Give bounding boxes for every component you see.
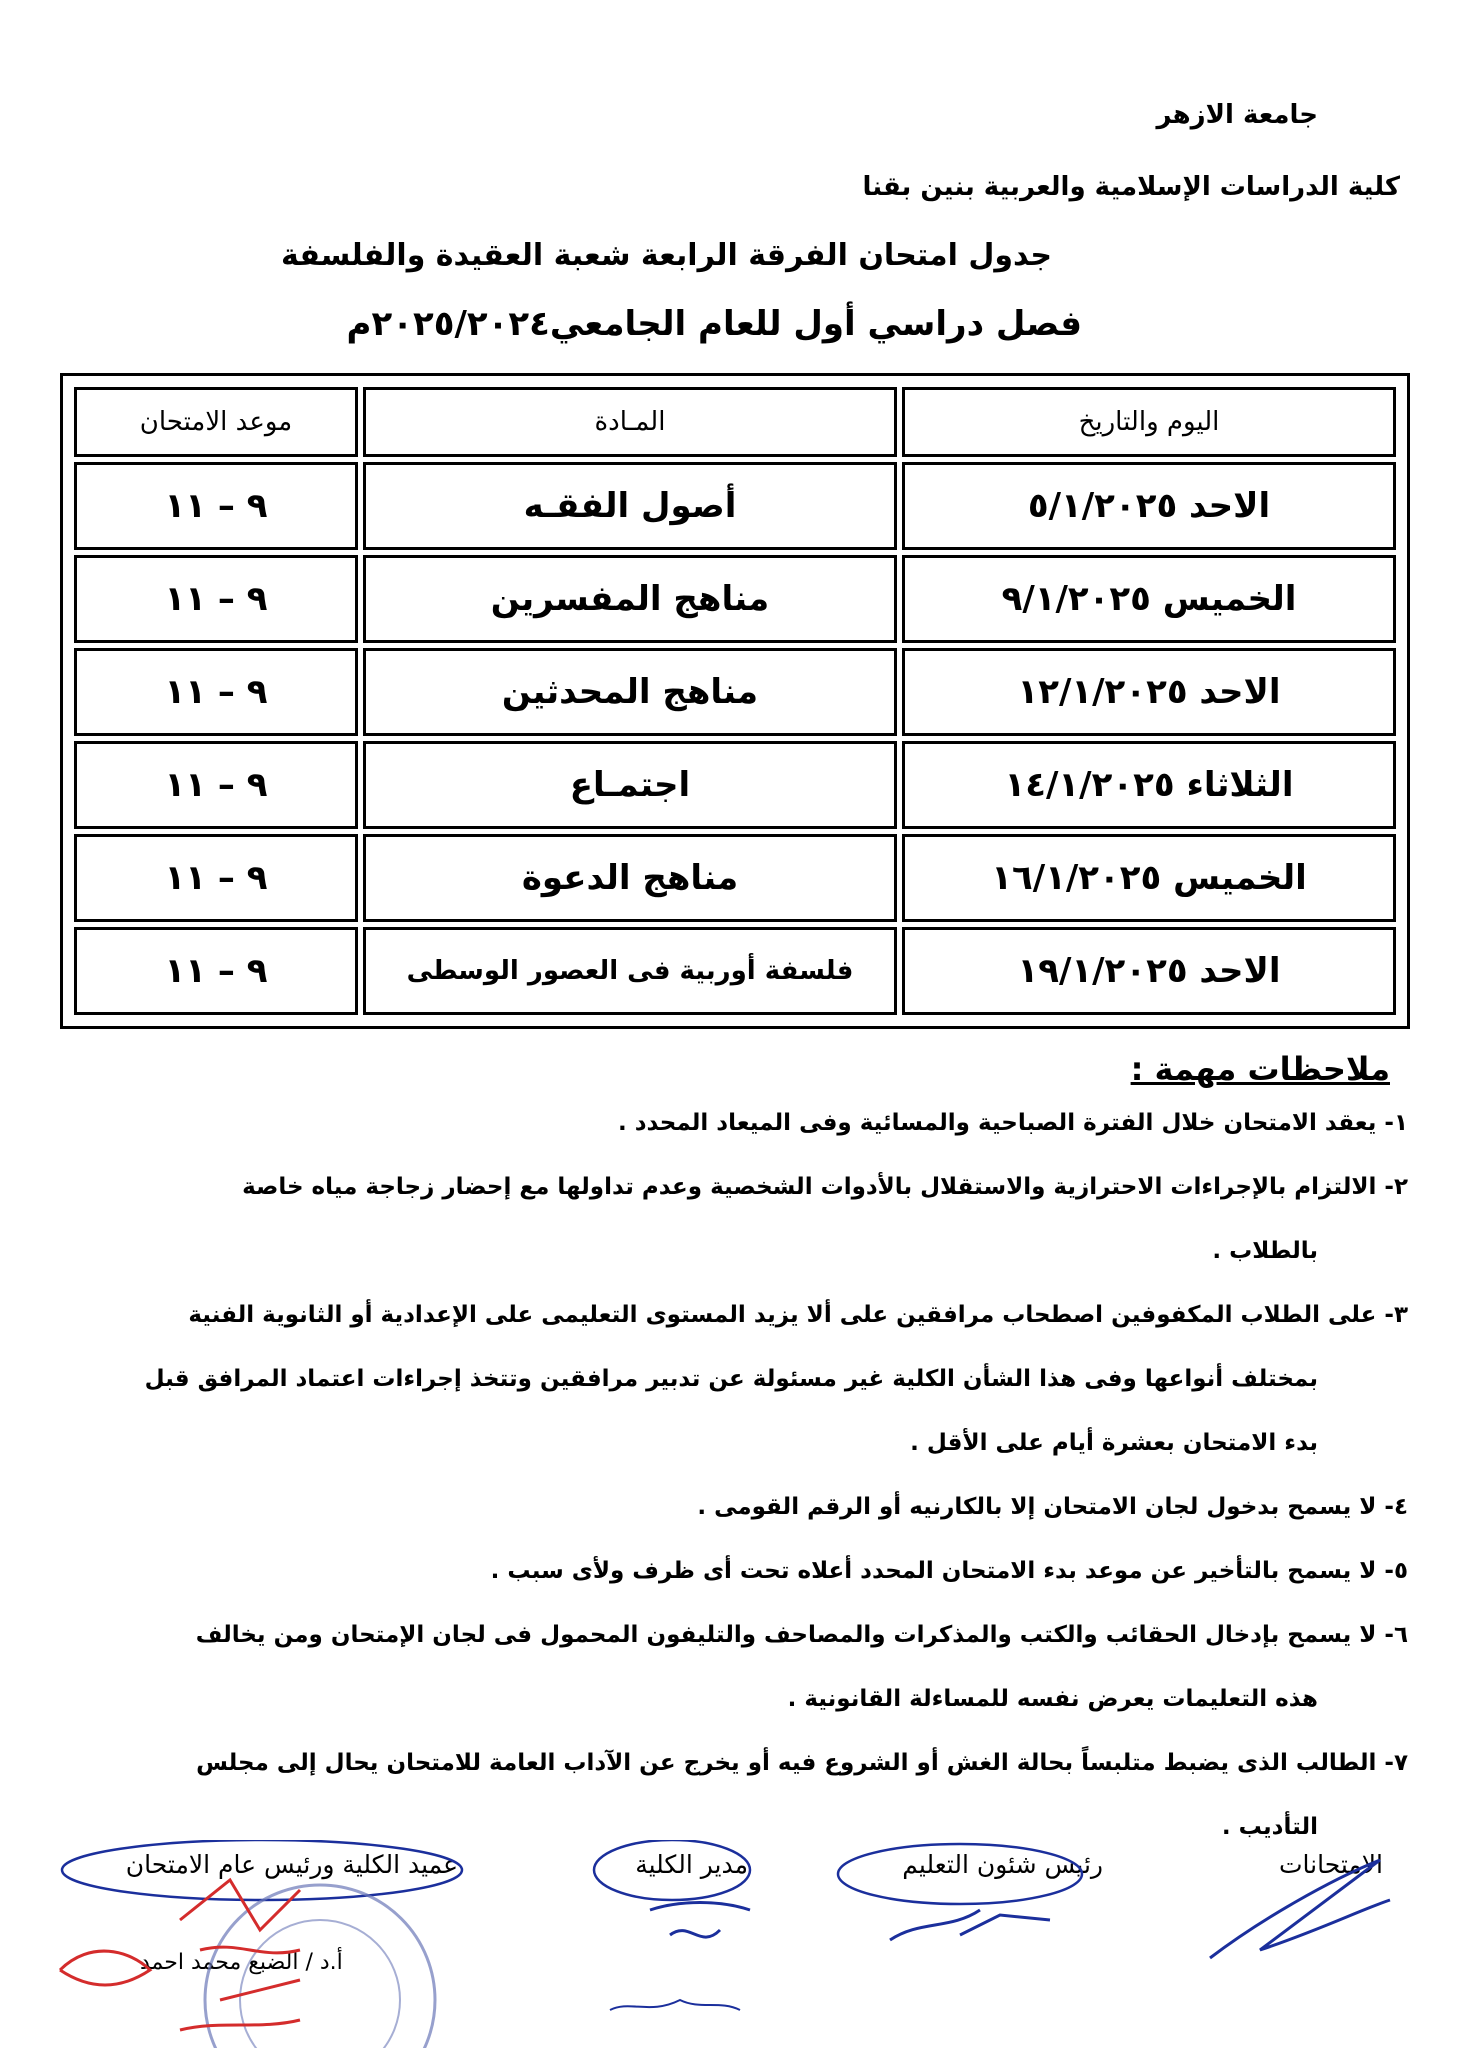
row-date: الخميس ١٦/١/٢٠٢٥	[902, 834, 1396, 922]
table-row	[74, 555, 1396, 643]
row-time: ٩ – ١١	[74, 927, 358, 1015]
row-subject: أصول الفقـه	[363, 462, 897, 550]
note-line: بمختلف أنواعها وفى هذا الشأن الكلية غير مسئولة عن تدبير مرافقين وتتخذ إجراءات اعتماد المرافق قبل	[144, 1366, 1318, 1392]
table-row	[74, 834, 1396, 922]
dean-signature-label: عميد الكلية ورئيس عام الامتحان	[125, 1850, 458, 1879]
note-line: ١- يعقد الامتحان خلال الفترة الصباحية والمسائية وفى الميعاد المحدد .	[617, 1110, 1408, 1136]
director-signature-label: مدير الكلية	[635, 1850, 748, 1879]
row-time: ٩ – ١١	[74, 555, 358, 643]
note-line: بدء الامتحان بعشرة أيام على الأقل .	[910, 1430, 1318, 1456]
exams-signature-label: الامتحانات	[1278, 1850, 1383, 1879]
header-time: موعد الامتحان	[74, 387, 358, 457]
header-subject: المـادة	[363, 387, 897, 457]
row-time: ٩ – ١١	[74, 648, 358, 736]
table-row	[74, 462, 1396, 550]
table-header-row	[74, 387, 1396, 457]
note-line: ٦- لا يسمح بإدخال الحقائب والكتب والمذكرات والمصاحف والتليفون المحمول فى لجان الإمتحان ومن يخالف	[195, 1622, 1408, 1648]
row-subject: مناهج الدعوة	[363, 834, 897, 922]
table-row	[74, 741, 1396, 829]
director-date-scribble	[610, 2000, 740, 2010]
header-date: اليوم والتاريخ	[902, 387, 1396, 457]
row-subject: اجتمـاع	[363, 741, 897, 829]
row-date: الاحد ١٢/١/٢٠٢٥	[902, 648, 1396, 736]
director-oval	[594, 1840, 750, 1900]
note-line: ٢- الالتزام بالإجراءات الاحترازية والاستقلال بالأدوات الشخصية وعدم تداولها مع إحضار زجاجة مياه خاصة	[242, 1174, 1408, 1200]
education-head-oval	[838, 1844, 1082, 1904]
note-line: ٧- الطالب الذى يضبط متلبساً بحالة الغش أو الشروع فيه أو يخرج عن الآداب العامة للامتحان يحال إلى مجلس	[196, 1750, 1408, 1776]
row-date: الثلاثاء ١٤/١/٢٠٢٥	[902, 741, 1396, 829]
dean-signature-scribble	[60, 1880, 300, 2030]
note-line: ٤- لا يسمح بدخول لجان الامتحان إلا بالكارنيه أو الرقم القومى .	[697, 1494, 1408, 1520]
table-row	[74, 927, 1396, 1015]
note-line: هذه التعليمات يعرض نفسه للمساءلة القانونية .	[787, 1686, 1318, 1712]
university-stamp-inner	[240, 1920, 400, 2048]
row-subject: مناهج المفسرين	[363, 555, 897, 643]
row-time: ٩ – ١١	[74, 462, 358, 550]
director-signature-scribble	[650, 1903, 750, 1938]
dean-name: أ.د / الضبع محمد احمد	[140, 1950, 343, 1975]
row-subject: مناهج المحدثين	[363, 648, 897, 736]
note-line: ٣- على الطلاب المكفوفين اصطحاب مرافقين على ألا يزيد المستوى التعليمى على الإعدادية أو الثانوية الفنية	[188, 1302, 1408, 1328]
document-title: جدول امتحان الفرقة الرابعة شعبة العقيدة والفلسفة	[281, 238, 1052, 273]
semester-subtitle: فصل دراسي أول للعام الجامعي٢٠٢٥/٢٠٢٤م	[346, 304, 1082, 344]
table-row	[74, 648, 1396, 736]
row-date: الاحد ١٩/١/٢٠٢٥	[902, 927, 1396, 1015]
notes-heading: ملاحظات مهمة :	[1130, 1050, 1390, 1088]
row-time: ٩ – ١١	[74, 834, 358, 922]
row-date: الخميس ٩/١/٢٠٢٥	[902, 555, 1396, 643]
dean-oval	[62, 1840, 462, 1900]
row-date: الاحد ٥/١/٢٠٢٥	[902, 462, 1396, 550]
exams-signature-scribble	[1210, 1860, 1390, 1958]
faculty-name: كلية الدراسات الإسلامية والعربية بنين بقنا	[862, 172, 1400, 202]
education-head-signature-label: رئيس شئون التعليم	[902, 1850, 1103, 1879]
row-subject: فلسفة أوربية فى العصور الوسطى	[363, 927, 897, 1015]
note-line: بالطلاب .	[1212, 1238, 1318, 1264]
note-line: التأديب .	[1221, 1814, 1318, 1840]
schedule-table	[69, 382, 1401, 1020]
signatures-and-stamp-graphic	[0, 1840, 1478, 2048]
row-time: ٩ – ١١	[74, 741, 358, 829]
university-name: جامعة الازهر	[1156, 100, 1318, 130]
schedule-table-frame	[60, 373, 1410, 1029]
education-head-signature-scribble	[890, 1910, 1050, 1940]
note-line: ٥- لا يسمح بالتأخير عن موعد بدء الامتحان المحدد أعلاه تحت أى ظرف ولأى سبب .	[490, 1558, 1408, 1584]
